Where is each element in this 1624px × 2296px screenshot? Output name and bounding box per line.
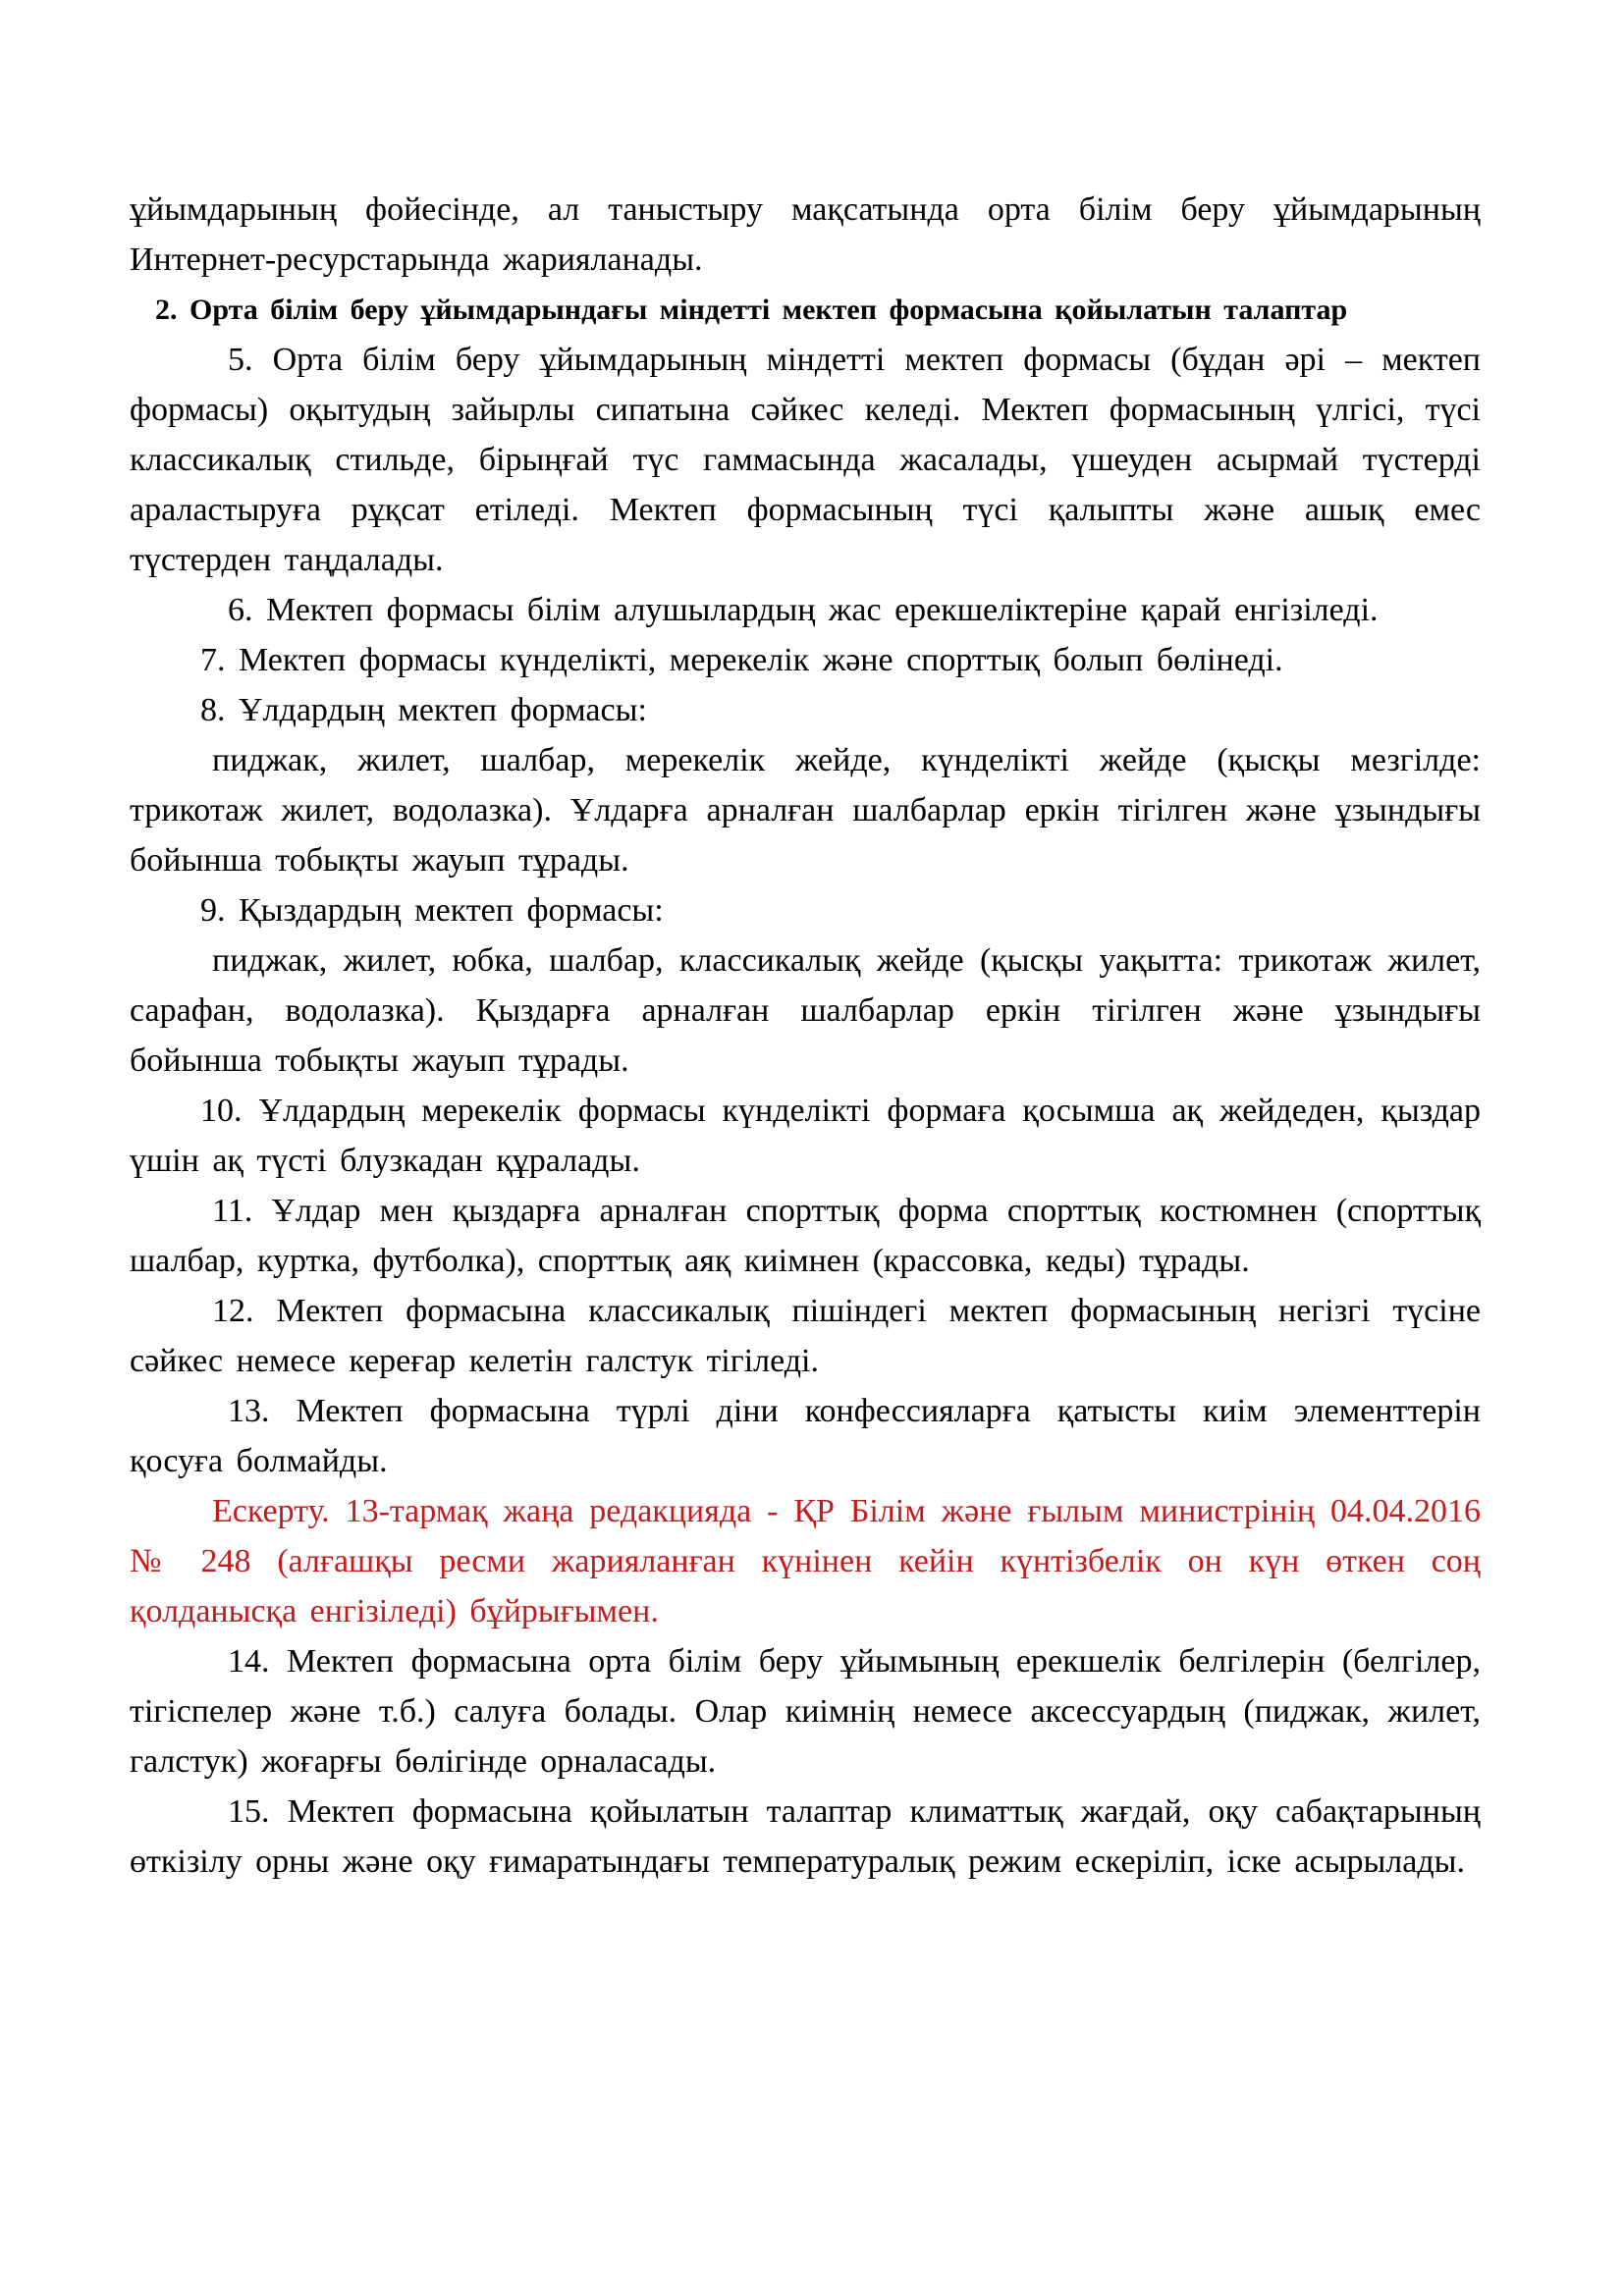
- paragraph-8: 8. Ұлдардың мектеп формасы:: [200, 692, 647, 728]
- intro-paragraph: ұйымдарының фойесінде, ал таныстыру мақсатында орта білім беру ұйымдарының Интернет-ресурстарында жарияланады.: [130, 191, 1481, 278]
- paragraph-7: 7. Мектеп формасы күнделікті, мерекелік және спорттық болып бөлінеді.: [200, 642, 1283, 678]
- paragraph-6: 6. Мектеп формасы білім алушылардың жас ерекшеліктеріне қарай енгізіледі.: [228, 592, 1379, 628]
- uniform-items-girls: пиджак, жилет, юбка, шалбар, классикалық жейде (қысқы уақытта: трикотаж жилет, сарафан, водолазка). Қыздарға арналған шалбарлар еркін тігілген және ұзындығы бойынша тобықты жауып тұрады.: [130, 942, 1481, 1079]
- paragraph-13: 13. Мектеп формасына түрлі діни конфессияларға қатысты киім элементтерін қосуға болмайды.: [130, 1393, 1481, 1479]
- paragraph-14: 14. Мектеп формасына орта білім беру ұйымының ерекшелік белгілерін (белгілер, тігіспелер және т.б.) салуға болады. Олар киімнің немесе аксессуардың (пиджак, жилет, галстук) жоғарғы бөлігінде орналасады.: [130, 1643, 1481, 1780]
- paragraph-15: 15. Мектеп формасына қойылатын талаптар климаттық жағдай, оқу сабақтарының өткізілу орны және оқу ғимаратындағы температуралық режим ескеріліп, іске асырылады.: [130, 1793, 1481, 1880]
- paragraph-9: 9. Қыздардың мектеп формасы:: [200, 892, 664, 929]
- paragraph-10: 10. Ұлдардың мерекелік формасы күнделікті формаға қосымша ақ жейдеден, қыздар үшін ақ түсті блузкадан құралады.: [130, 1093, 1481, 1179]
- paragraph-11: 11. Ұлдар мен қыздарға арналған спорттық форма спорттық костюмнен (спорттық шалбар, куртка, футболка), спорттық аяқ киімнен (крассовка, кеды) тұрады.: [130, 1193, 1481, 1279]
- uniform-items-boys: пиджак, жилет, шалбар, мерекелік жейде, күнделікті жейде (қысқы мезгілде: трикотаж жилет, водолазка). Ұлдарға арналған шалбарлар еркін тігілген және ұзындығы бойынша тобықты жауып тұрады.: [130, 742, 1481, 879]
- paragraph-12: 12. Мектеп формасына классикалық пішіндегі мектеп формасының негізгі түсіне сәйкес немесе кереғар келетін галстук тігіледі.: [130, 1293, 1481, 1379]
- amendment-note: Ескерту. 13-тармақ жаңа редакцияда - ҚР Білім және ғылым министрінің 04.04.2016 № 248 (алғашқы ресми жарияланған күнінен кейін күнтізбелік он күн өткен соң қолданысқа енгізіледі) бұйрығымен.: [130, 1493, 1481, 1629]
- paragraph-5: 5. Орта білім беру ұйымдарының міндетті мектеп формасы (бұдан әрі – мектеп формасы) оқытудың зайырлы сипатына сәйкес келеді. Мектеп формасының үлгісі, түсі классикалық стильде, бірыңғай түс гаммасында жасалады, үшеуден асырмай түстерді араластыруға рұқсат етіледі. Мектеп формасының түсі қалыпты және ашық емес түстерден таңдалады.: [130, 342, 1481, 578]
- section-heading: 2. Орта білім беру ұйымдарындағы міндетті мектеп формасына қойылатын талаптар: [155, 294, 1348, 326]
